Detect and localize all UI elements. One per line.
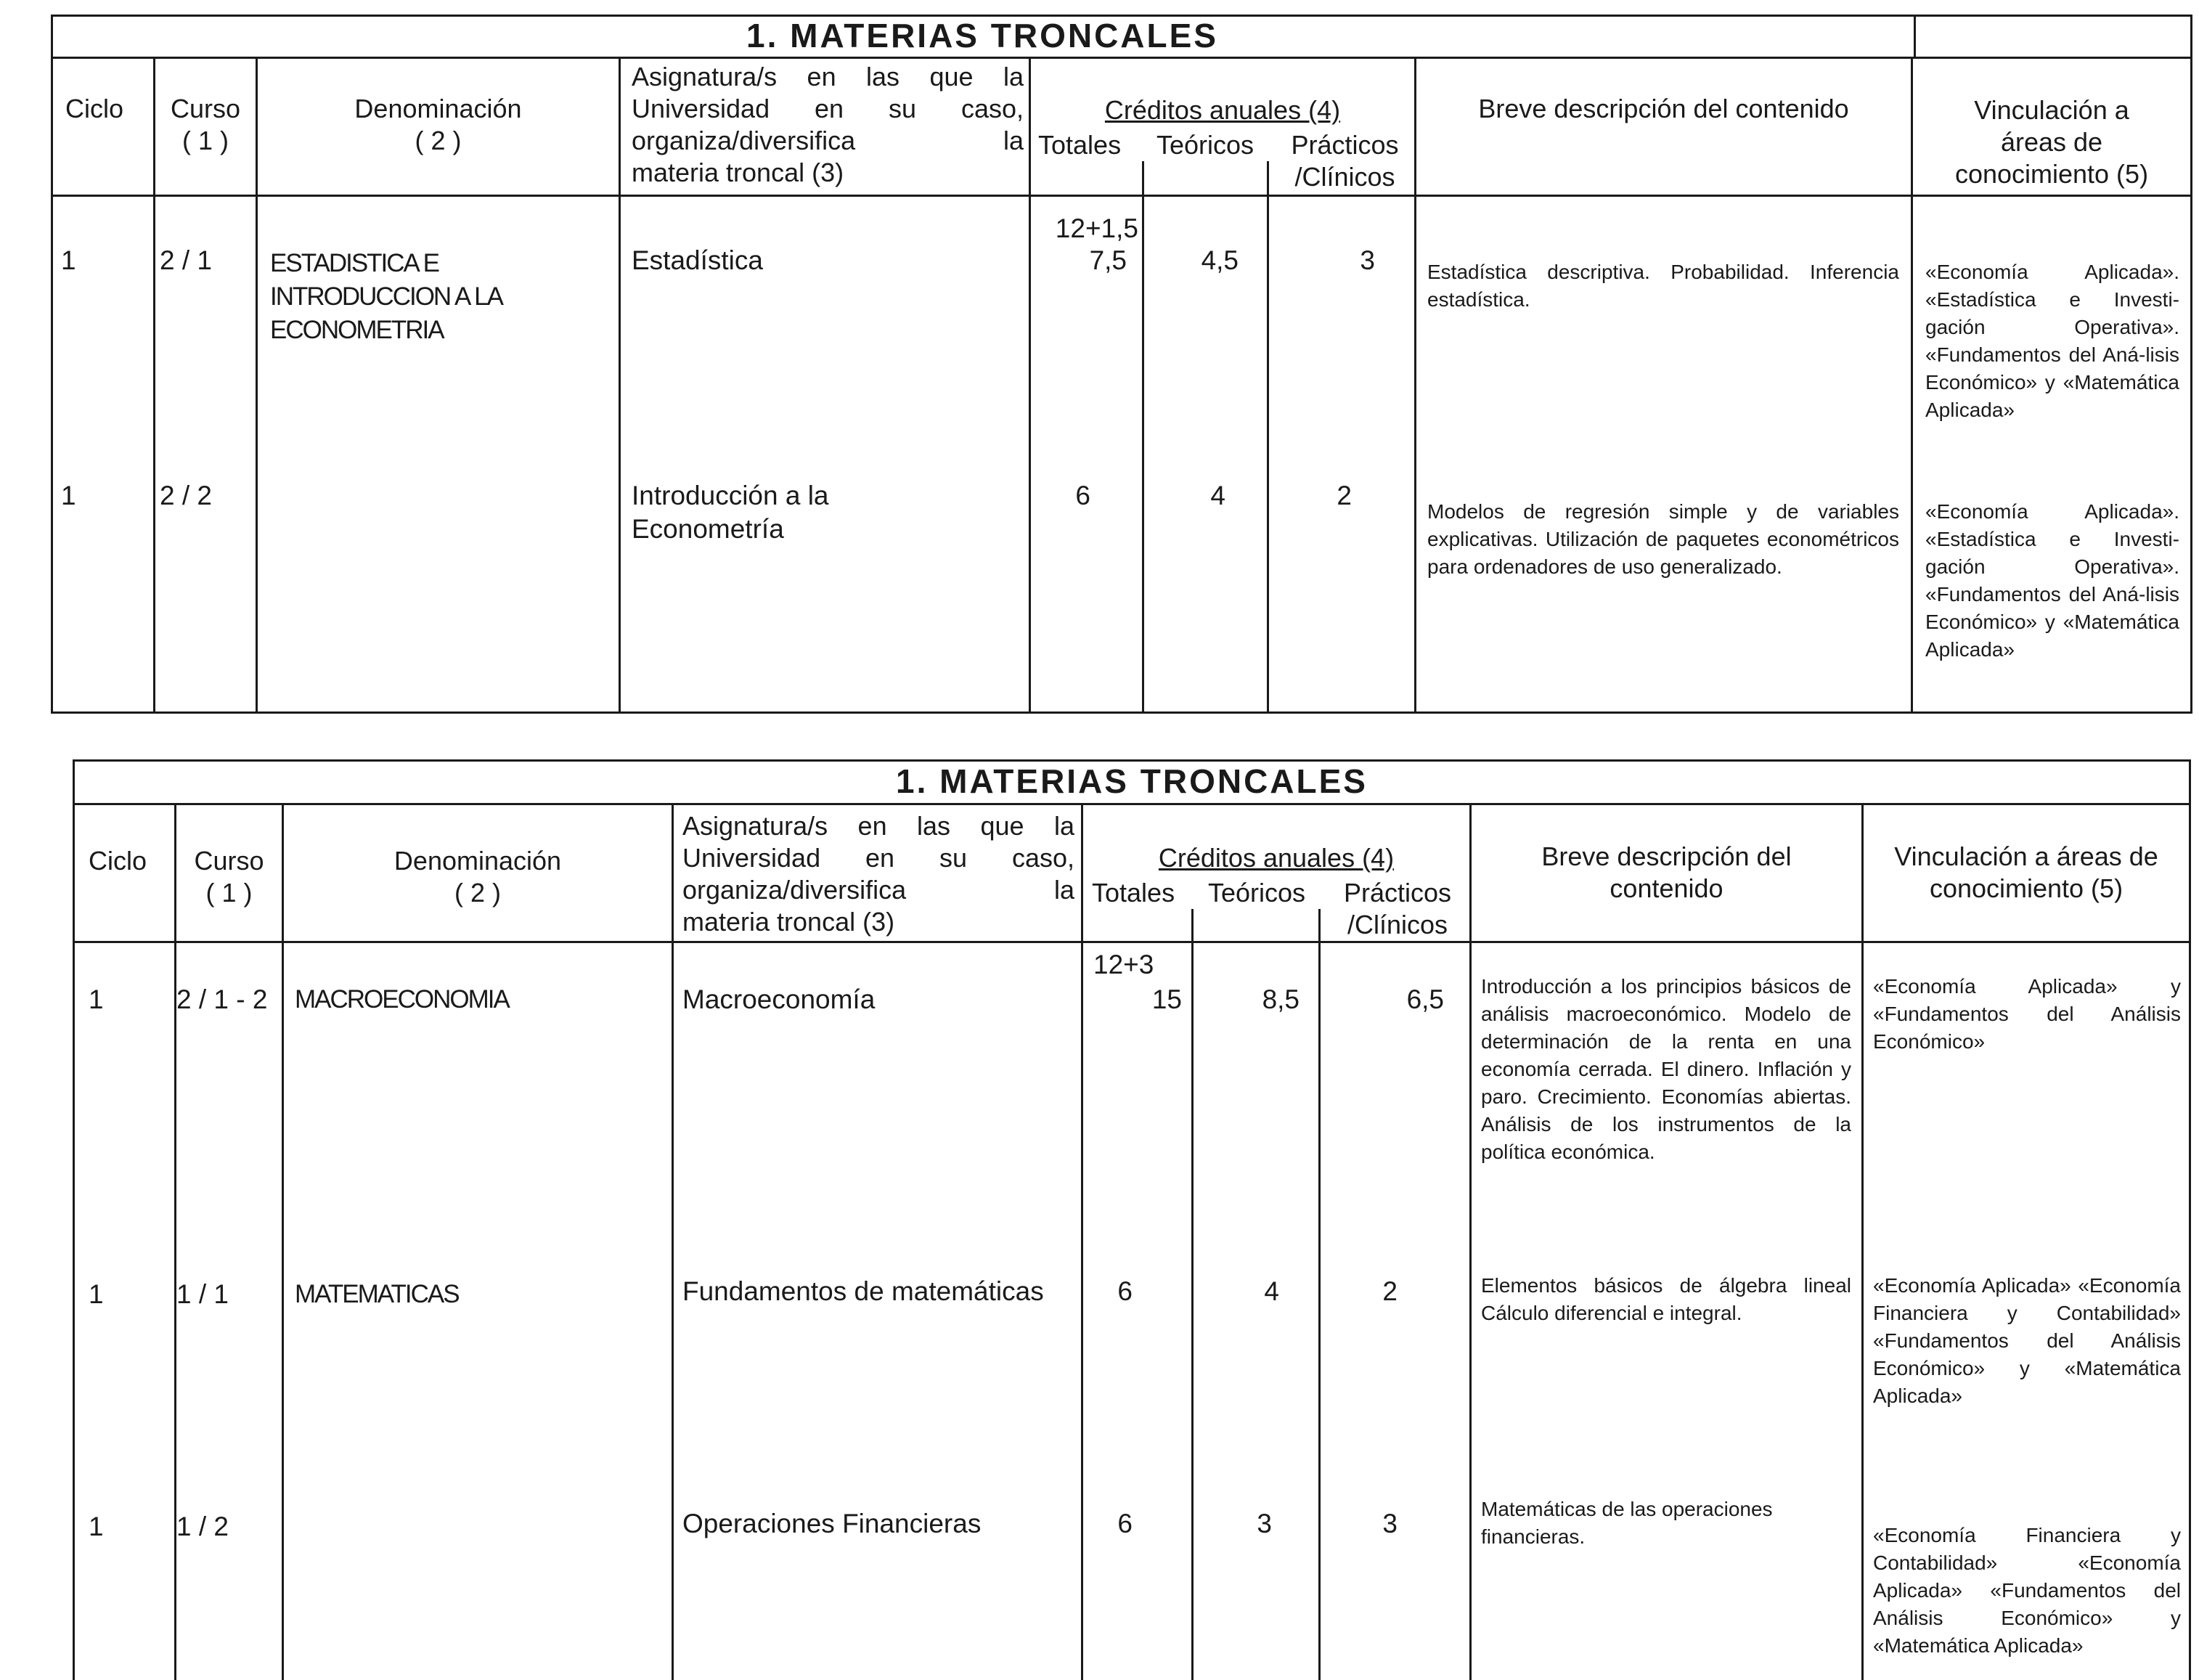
table-border bbox=[73, 803, 2191, 805]
table-border bbox=[73, 759, 75, 1680]
header-vinculacion: Vinculación a áreas de conocimiento (5) bbox=[1954, 95, 2149, 189]
header-totales: Totales bbox=[1092, 878, 1175, 908]
table-row-curso: 1 / 2 bbox=[176, 1512, 229, 1541]
table-row-ciclo: 1 bbox=[89, 1279, 104, 1309]
table-row-vinculacion: «Economía Aplicada» «Economía Financiera y Contabilidad» «Fundamentos del Análisis Económico» y «Matemática Aplicada» bbox=[1873, 1274, 2181, 1407]
table-row-ciclo: 1 bbox=[89, 1512, 104, 1541]
header-ciclo: Ciclo bbox=[89, 846, 147, 876]
table-row-totales: 7,5 bbox=[1089, 245, 1127, 275]
table-row-asignatura: Estadística bbox=[632, 245, 763, 275]
header-asignatura: Asignatura/s en las que la Universidad en su caso, organiza/diversifica la materia troncal (3) bbox=[682, 811, 1074, 937]
header-creditos-anuales: Créditos anuales (4) bbox=[1104, 95, 1341, 125]
table-row-descripcion: Elementos básicos de álgebra lineal Cálculo diferencial e integral. bbox=[1481, 1274, 1851, 1324]
table-row-curso: 2 / 1 - 2 bbox=[176, 984, 268, 1014]
table-border bbox=[672, 803, 674, 1680]
header-creditos-anuales: Créditos anuales (4) bbox=[1158, 843, 1395, 873]
table-border bbox=[1861, 803, 1864, 1680]
table-border bbox=[1469, 803, 1472, 1680]
table-row-teoricos: 4,5 bbox=[1201, 245, 1239, 275]
table-row-descripcion: Estadística descriptiva. Probabilidad. Inferencia estadística. bbox=[1427, 261, 1899, 311]
header-teoricos: Teóricos bbox=[1156, 130, 1254, 160]
table-row-asignatura: Introducción a la Econometría bbox=[632, 481, 829, 544]
table-row-vinculacion: «Economía Financiera y Contabilidad» «Economía Aplicada» «Fundamentos del Análisis Económico» y «Matemática Aplicada» bbox=[1873, 1524, 2181, 1657]
table-row-totales: 15 bbox=[1151, 984, 1182, 1014]
table-border bbox=[1081, 803, 1083, 1680]
table-border bbox=[174, 803, 176, 1680]
header-denominacion: Denominación ( 2 ) bbox=[354, 94, 522, 155]
table-row-totales-note: 12+3 bbox=[1093, 950, 1154, 979]
table-row-asignatura: Operaciones Financieras bbox=[682, 1509, 982, 1538]
table-title: 1. MATERIAS TRONCALES bbox=[896, 762, 1368, 800]
table-border bbox=[73, 941, 2191, 943]
header-practicos: Prácticos /Clínicos bbox=[1343, 878, 1452, 939]
table-row-descripcion: Introducción a los principios básicos de análisis macroeconómico. Modelo de determinación de la renta en una economía cerrada. El dinero. Inflación y paro. Crecimiento. Economías abiertas. Análisis de los instrumentos de la política económica. bbox=[1481, 975, 1851, 1163]
header-curso: Curso ( 1 ) bbox=[170, 94, 241, 155]
header-totales: Totales bbox=[1038, 130, 1122, 160]
table-row-totales: 6 bbox=[1117, 1276, 1133, 1306]
header-curso: Curso ( 1 ) bbox=[194, 846, 264, 908]
header-asignatura: Asignatura/s en las que la Universidad en su caso, organiza/diversifica la materia troncal (3) bbox=[632, 62, 1024, 187]
table-row-asignatura: Macroeconomía bbox=[682, 984, 876, 1014]
table-row-ciclo: 1 bbox=[61, 481, 76, 510]
table-row-denominacion: MACROECONOMIA bbox=[295, 985, 509, 1014]
header-descripcion: Breve descripción del contenido bbox=[1478, 94, 1849, 123]
table-row-denominacion: MATEMATICAS bbox=[295, 1280, 459, 1308]
table-row-ciclo: 1 bbox=[89, 984, 104, 1014]
table-row-practicos: 2 bbox=[1382, 1276, 1398, 1306]
table-row-curso: 1 / 1 bbox=[176, 1279, 229, 1309]
table-row-practicos: 3 bbox=[1360, 245, 1375, 275]
table-row-totales: 6 bbox=[1117, 1509, 1133, 1538]
table-row-vinculacion: «Economía Aplicada». «Estadística e Investi-gación Operativa». «Fundamentos del Aná-lisis Económico» y «Matemática Aplicada» bbox=[1925, 500, 2179, 661]
table-row-totales-note: 12+1,5 bbox=[1055, 213, 1138, 243]
table-row-totales: 6 bbox=[1075, 481, 1090, 510]
table-row-vinculacion: «Economía Aplicada». «Estadística e Investi-gación Operativa». «Fundamentos del Aná-lisis Económico» y «Matemática Aplicada» bbox=[1925, 261, 2179, 421]
table-row-teoricos: 4 bbox=[1210, 481, 1225, 510]
table-row-descripcion: Modelos de regresión simple y de variables explicativas. Utilización de paquetes econométricos para ordenadores de uso generalizado. bbox=[1427, 500, 1899, 578]
table-row-ciclo: 1 bbox=[61, 245, 76, 275]
table-row-descripcion: Matemáticas de las operaciones financieras. bbox=[1481, 1498, 1773, 1548]
header-teoricos: Teóricos bbox=[1208, 878, 1306, 908]
table-row-denominacion: ESTADISTICA E INTRODUCCION A LA ECONOMETRIA bbox=[270, 249, 502, 344]
table-border bbox=[2189, 759, 2191, 1680]
table-border bbox=[282, 803, 284, 1680]
table-row-teoricos: 4 bbox=[1264, 1276, 1279, 1306]
header-ciclo: Ciclo bbox=[65, 94, 124, 123]
header-practicos: Prácticos /Clínicos bbox=[1291, 130, 1399, 192]
table-row-practicos: 6,5 bbox=[1406, 984, 1444, 1014]
table-row-curso: 2 / 1 bbox=[160, 245, 212, 275]
table-row-teoricos: 8,5 bbox=[1262, 984, 1300, 1014]
table-row-asignatura: Fundamentos de matemáticas bbox=[682, 1276, 1044, 1306]
table-row-teoricos: 3 bbox=[1257, 1509, 1272, 1538]
header-vinculacion: Vinculación a áreas de conocimiento (5) bbox=[1894, 841, 2158, 903]
table-row-practicos: 3 bbox=[1382, 1509, 1398, 1538]
header-descripcion: Breve descripción del contenido bbox=[1541, 841, 1792, 903]
header-denominacion: Denominación ( 2 ) bbox=[393, 846, 562, 908]
table-row-vinculacion: «Economía Aplicada» y «Fundamentos del Análisis Económico» bbox=[1873, 975, 2181, 1053]
table-row-curso: 2 / 2 bbox=[160, 481, 212, 510]
table-row-practicos: 2 bbox=[1337, 481, 1352, 510]
table-title: 1. MATERIAS TRONCALES bbox=[746, 17, 1218, 54]
